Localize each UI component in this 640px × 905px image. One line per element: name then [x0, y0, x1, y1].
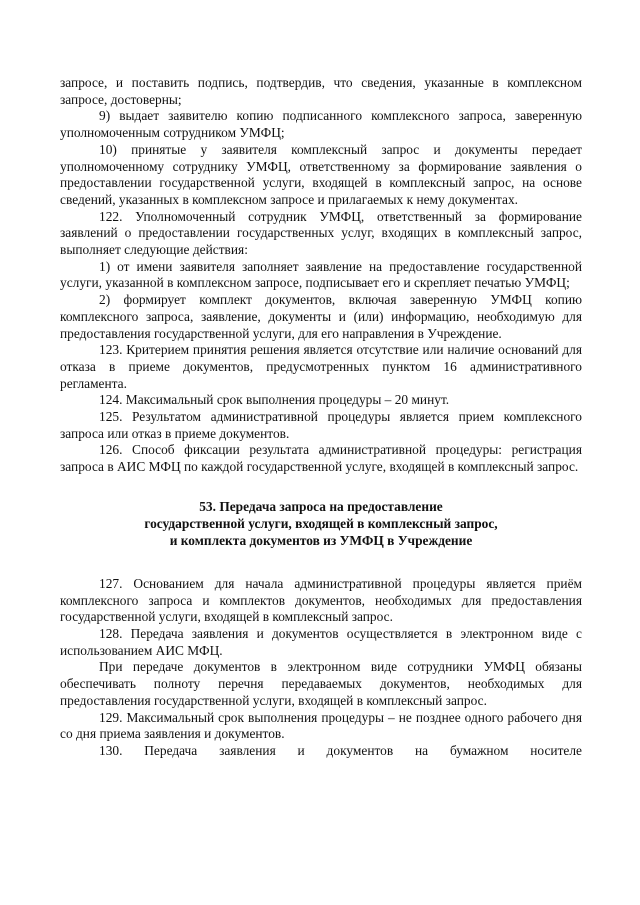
paragraph: 10) принятые у заявителя комплексный запрос и документы передает уполномоченному сотруднику УМФЦ, ответственному за формирование заявления о предоставлении государственной услуги, входящей в комплексный запрос, на основе сведений, указанных в комплексном запросе и прилагаемых к нему документах.: [60, 141, 582, 207]
paragraph: 2) формирует комплект документов, включая заверенную УМФЦ копию комплексного запроса, заявление, документы и (или) информацию, необходимую для предоставления государственной услуги, для его направления в Учреждение.: [60, 292, 582, 341]
paragraph: 128. Передача заявления и документов осуществляется в электронном виде с использованием АИС МФЦ.: [60, 625, 582, 658]
paragraph: 130. Передача заявления и документов на бумажном носителе: [99, 742, 582, 758]
paragraph: 124. Максимальный срок выполнения процедуры – 20 минут.: [99, 392, 450, 408]
paragraph: 122. Уполномоченный сотрудник УМФЦ, ответственный за формирование заявлений о предоставлении государственных услуг, входящих в комплексный запрос, выполняет следующие действия:: [60, 208, 582, 258]
document-page: [60, 75, 582, 760]
paragraph: 1) от имени заявителя заполняет заявление на предоставление государственной услуги, указанной в комплексном запросе, подписывает его и скрепляет печатью УМФЦ;: [60, 258, 582, 291]
section-heading-line: и комплекта документов из УМФЦ в Учреждение: [169, 532, 473, 548]
paragraph: 127. Основанием для начала административной процедуры является приём комплексного запроса и комплектов документов, необходимых для предоставления государственной услуги, входящей в комплексный запрос.: [60, 575, 582, 625]
paragraph: При передаче документов в электронном виде сотрудники УМФЦ обязаны обеспечивать полноту перечня передаваемых документов, необходимых для предоставления государственной услуги, входящей в комплексный запрос.: [60, 659, 582, 708]
section-heading-line: 53. Передача запроса на предоставление: [199, 498, 443, 514]
paragraph: 125. Результатом административной процедуры является прием комплексного запроса или отказ в приеме документов.: [60, 409, 582, 441]
section-heading: [60, 498, 582, 549]
paragraph: 129. Максимальный срок выполнения процедуры – не позднее одного рабочего дня со дня приема заявления и документов.: [60, 709, 582, 742]
section-heading-line: государственной услуги, входящей в комплексный запрос,: [144, 515, 498, 531]
paragraph: запросе, и поставить подпись, подтвердив, что сведения, указанные в комплексном запросе, достоверны;: [60, 75, 582, 107]
paragraph: 126. Способ фиксации результата административной процедуры: регистрация запроса в АИС МФЦ по каждой государственной услуге, входящей в комплексный запрос.: [60, 442, 582, 475]
paragraph: 123. Критерием принятия решения является отсутствие или наличие оснований для отказа в приеме документов, предусмотренных пунктом 16 административного регламента.: [60, 342, 582, 391]
paragraph: 9) выдает заявителю копию подписанного комплексного запроса, заверенную уполномоченным сотрудником УМФЦ;: [60, 108, 582, 141]
